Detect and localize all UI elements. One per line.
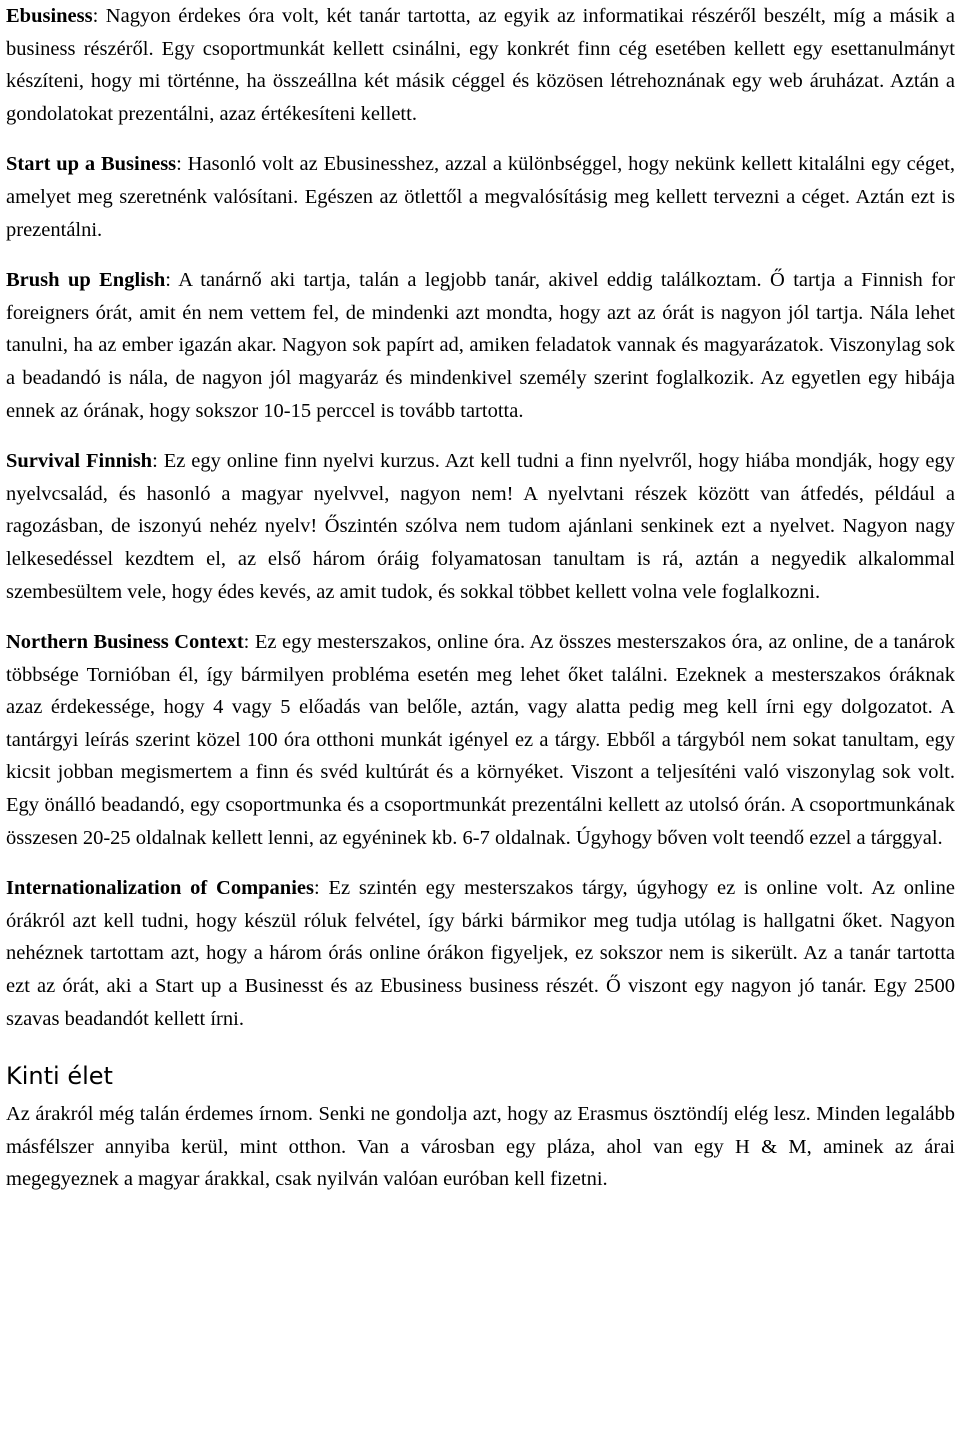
course-title: Brush up English [6, 269, 166, 292]
section-heading: Kinti élet [6, 1062, 113, 1091]
section-paragraph: Az árakról még talán érdemes írnom. Senki ne gondolja azt, hogy az Erasmus ösztöndíj elég lesz. Minden legalább másfélszer annyiba kerül, mint otthon. Van a városban egy pláza, ahol van egy H & M, aminek az árai megegyeznek a magyar árakkal, csak nyilván valóan euróban kell fizetni. [6, 1103, 955, 1191]
course-title: Ebusiness [6, 5, 93, 27]
course-title: Start up a Business [6, 153, 177, 176]
course-description: : Ez egy online finn nyelvi kurzus. Azt kell tudni a finn nyelvről, hogy hiába mondják, hogy egy nyelvcsalád, és hasonló a magyar nyelvvel, nagyon nem! A nyelvtani részek között van átfedés, például a ragozásban, de iszonyú nehéz nyelv! Őszintén szólva nem tudom ajánlani senkinek ezt a nyelvet. Nagyon nagy lelkesedéssel kezdtem el, az első három óráig folyamatosan tanultam is rá, aztán a negyedik alkalommal szembesültem vele, hogy édes kevés, az amit tudok, és sokkal többet kellett volna vele foglalkozni. [6, 450, 955, 603]
document-page [6, 0, 955, 1196]
course-title: Northern Business Context [6, 631, 244, 654]
course-description: : A tanárnő aki tartja, talán a legjobb tanár, akivel eddig találkoztam. Ő tartja a Finnish for foreigners órát, amit én nem vettem fel, de mindenki azt mondta, hogy azt az órát is nagyon jól tartja. Nála lehet tanulni, ha az ember igazán akar. Nagyon sok papírt ad, amiken feladatok vannak és magyarázatok. Viszonylag sok a beadandó is nála, de nagyon jól magyaráz és mindenkivel személy szerint foglalkozik. Az egyetlen egy hibája ennek az órának, hogy sokszor 10-15 perccel is tovább tartotta. [6, 269, 955, 422]
course-paragraph-survival-finnish [6, 445, 955, 608]
course-paragraph-ebusiness [6, 0, 955, 130]
course-paragraph-northern-business-context [6, 626, 955, 854]
course-title: Internationalization of Companies [6, 877, 314, 900]
course-title: Survival Finnish [6, 450, 153, 473]
course-description: : Hasonló volt az Ebusinesshez, azzal a különbséggel, hogy nekünk kellett kitalálni egy céget, amelyet meg szeretnénk valósítani. Egészen az ötlettől a megvalósításig meg kellett tervezni a céget. Aztán ezt is prezentálni. [6, 153, 955, 241]
course-description: : Ez szintén egy mesterszakos tárgy, úgyhogy ez is online volt. Az online órákról azt kell tudni, hogy készül róluk felvétel, így bárki bármikor meg tudja utólag is hallgatni őket. Nagyon nehéznek tartottam azt, hogy a három órás online órákon figyeljek, ez sokszor nem is sikerült. Az a tanár tartotta ezt az órát, aki a Start up a Businesst és az Ebusiness business részét. Ő viszont egy nagyon jó tanár. Egy 2500 szavas beadandót kellett írni. [6, 877, 955, 1030]
course-paragraph-internationalization [6, 872, 955, 1035]
course-paragraph-brush-up-english [6, 264, 955, 427]
course-paragraph-start-up [6, 148, 955, 246]
course-description: : Nagyon érdekes óra volt, két tanár tartotta, az egyik az informatikai részéről beszélt, míg a másik a business részéről. Egy csoportmunkát kellett csinálni, egy konkrét finn cég esetében kellett egy esettanulmányt készíteni, hogy mi történne, ha összeállna két másik céggel és közösen létrehoznának egy web áruházat. Aztán a gondolatokat prezentálni, azaz értékesíteni kellett. [6, 5, 955, 125]
course-description: : Ez egy mesterszakos, online óra. Az összes mesterszakos óra, az online, de a tanárok többsége Tornióban él, így bármilyen probléma esetén meg lehet őket találni. Ezeknek a mesterszakos óráknak azaz érdekessége, hogy 4 vagy 5 előadás van belőle, aztán, vagy alatta pedig meg kell írni egy dolgozatot. A tantárgyi leírás szerint közel 100 óra otthoni munkát igényel ez a tárgy. Ebből a tárgyból nem sokat tanultam, egy kicsit jobban megismertem a finn és svéd kultúrát és a környéket. Viszont a teljesíténi való viszonylag sok volt. Egy önálló beadandó, egy csoportmunka és a csoportmunkát prezentálni kellett az utolsó órán. A csoportmunkának összesen 20-25 oldalnak kellett lenni, az egyéninek kb. 6-7 oldalnak. Úgyhogy bőven volt teendő ezzel a tárggyal. [6, 631, 955, 849]
